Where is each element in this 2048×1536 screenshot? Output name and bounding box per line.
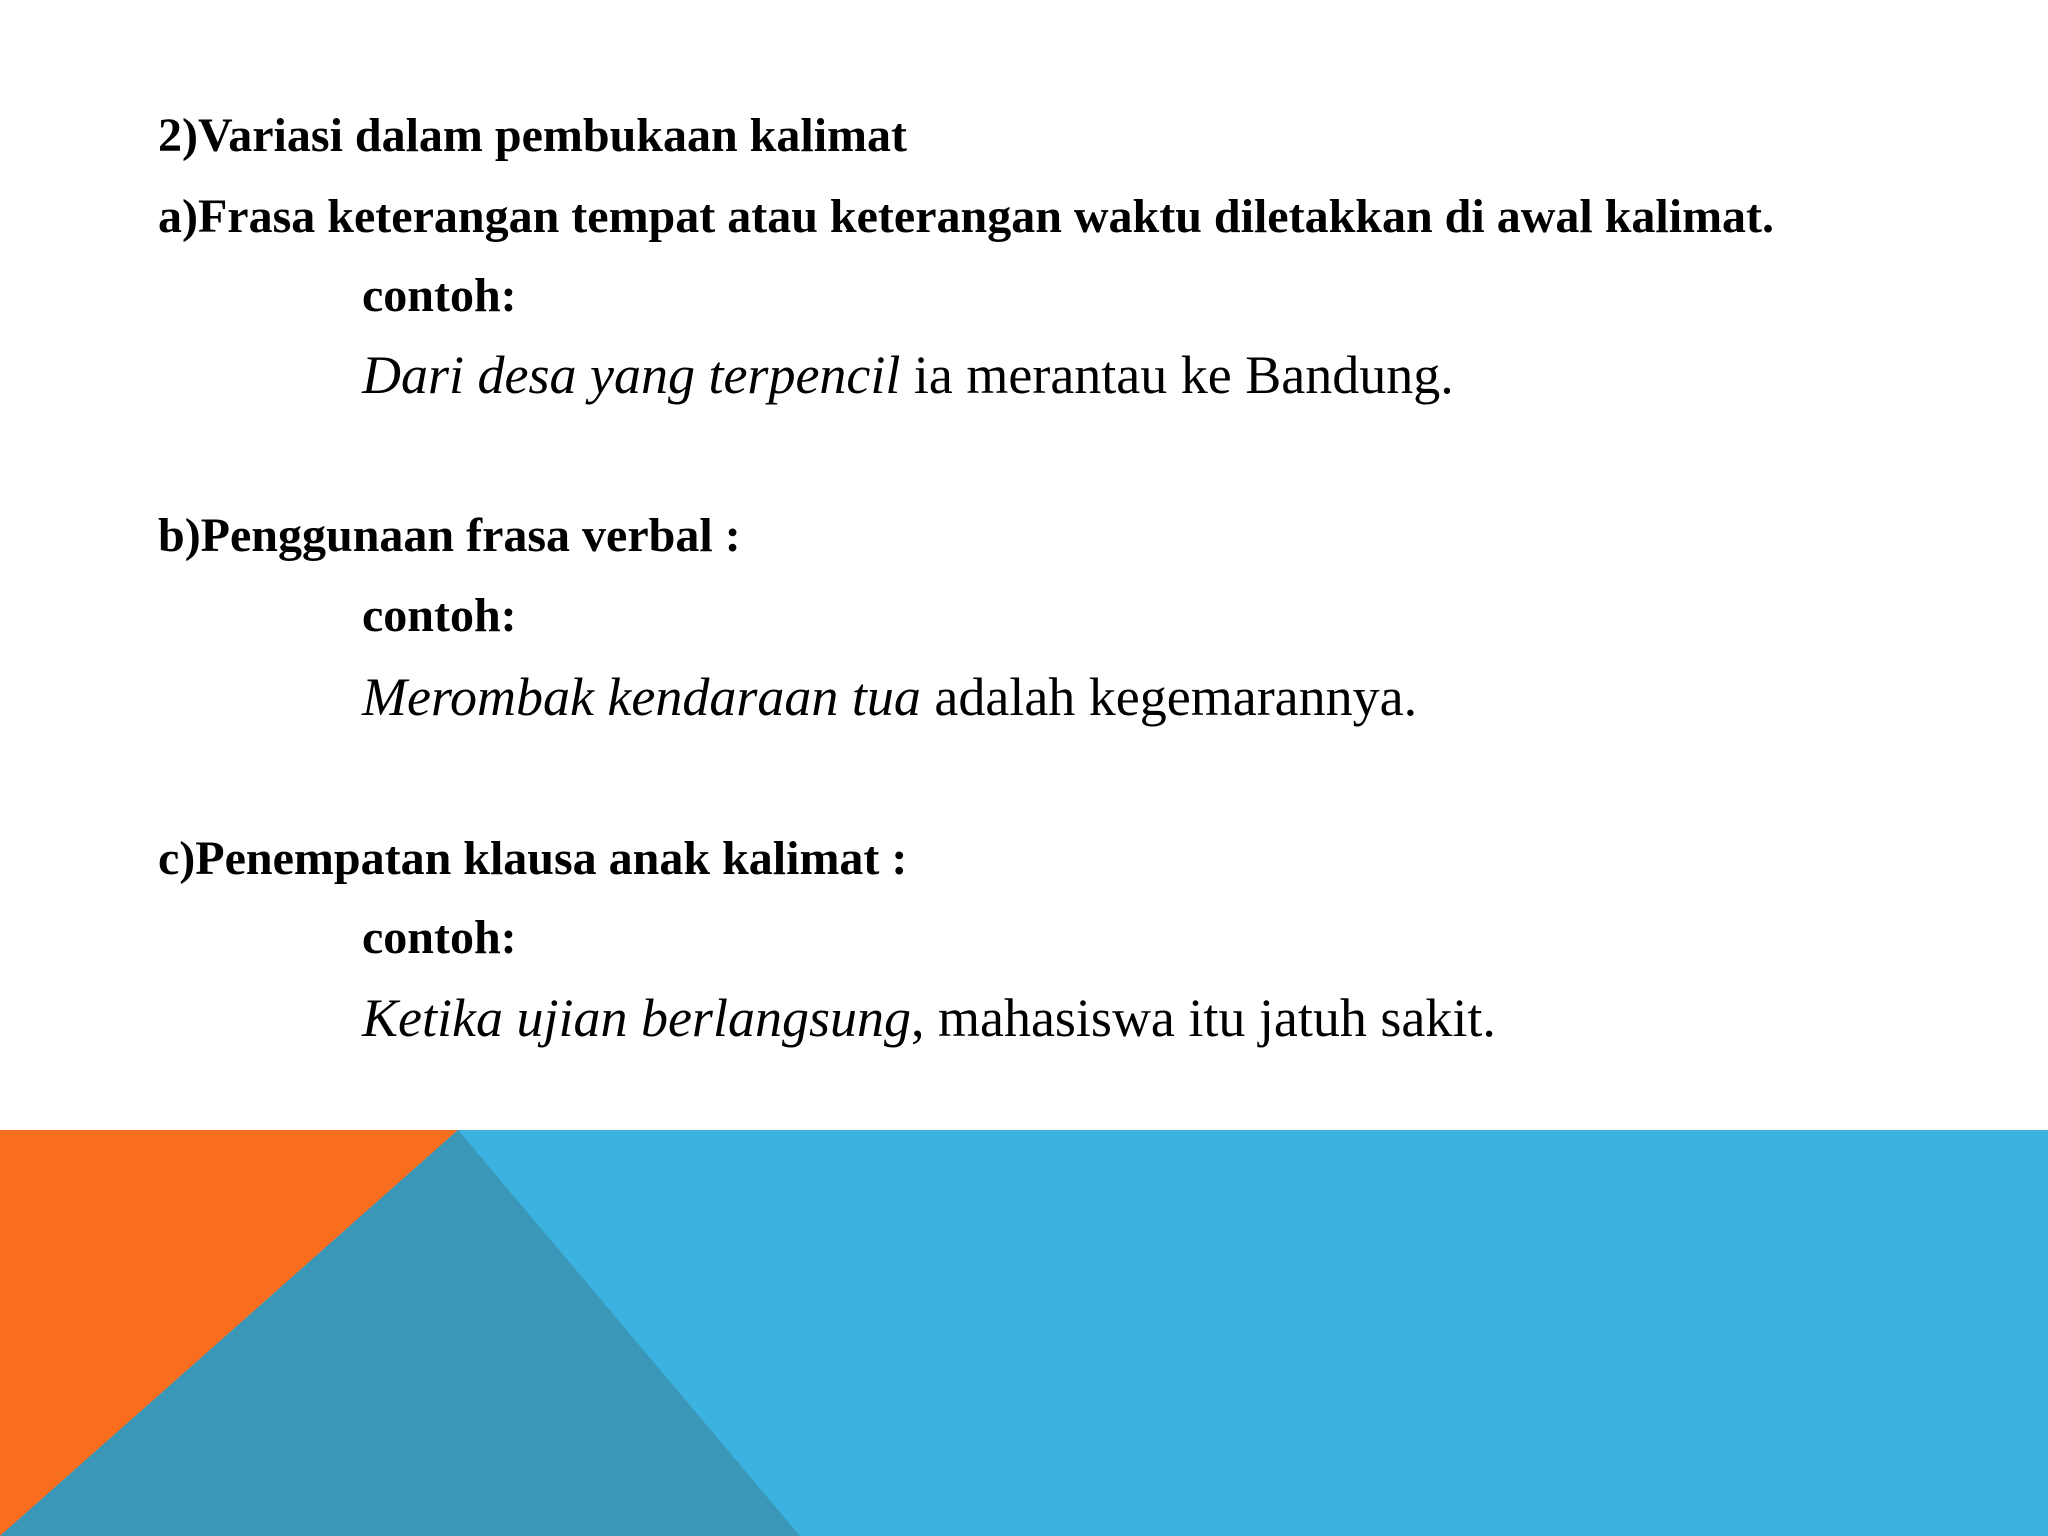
section-b-heading: b)Penggunaan frasa verbal : [158, 509, 741, 562]
section-b-example-emphasis: Merombak kendaraan tua [362, 667, 921, 727]
decorative-footer-shapes [0, 1130, 2048, 1536]
section-c-example [362, 988, 1496, 1048]
section-a-heading: a)Frasa keterangan tempat atau keterangan waktu diletakkan di awal kalimat. [158, 190, 1775, 243]
slide-title: 2)Variasi dalam pembukaan kalimat [158, 109, 908, 162]
section-b-contoh-label: contoh: [362, 589, 517, 642]
section-c-example-rest: , mahasiswa itu jatuh sakit. [910, 988, 1496, 1048]
section-a-example-rest: ia merantau ke Bandung. [900, 345, 1454, 405]
section-b-example [362, 667, 1418, 727]
section-a-contoh-label: contoh: [362, 269, 517, 322]
section-c-contoh-label: contoh: [362, 911, 517, 964]
section-c-heading: c)Penempatan klausa anak kalimat : [158, 832, 908, 885]
section-a-example-emphasis: Dari desa yang terpencil [362, 345, 901, 405]
section-a-example [362, 345, 1454, 405]
section-b-example-rest: adalah kegemarannya. [920, 667, 1418, 727]
section-c-example-emphasis: Ketika ujian berlangsung [362, 988, 911, 1048]
